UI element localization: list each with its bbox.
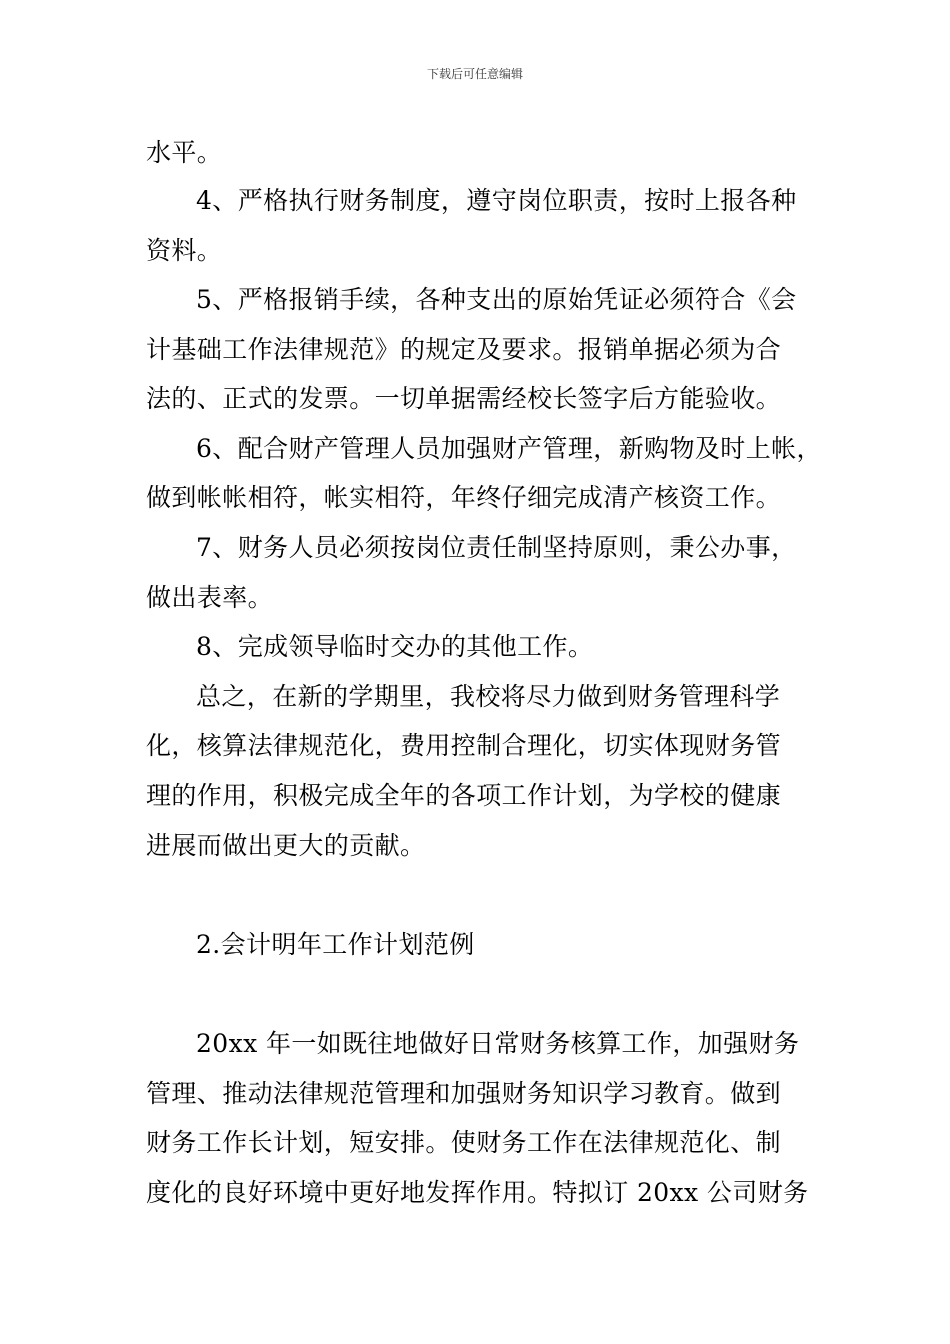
text-line: 资料。 [146, 236, 223, 265]
text-line: 管理、推动法律规范管理和加强财务知识学习教育。做到 [146, 1079, 782, 1108]
text-line: 水平。 [146, 138, 223, 167]
text-line: 财务工作长计划，短安排。使财务工作在法律规范化、制 [146, 1128, 782, 1157]
section-heading: 2.会计明年工作计划范例 [196, 930, 475, 959]
text-line: 做到帐帐相符，帐实相符，年终仔细完成清产核资工作。 [146, 483, 782, 512]
text-line: 7、财务人员必须按岗位责任制坚持原则，秉公办事， [196, 533, 797, 562]
text-line: 6、配合财产管理人员加强财产管理，新购物及时上帐， [196, 434, 822, 463]
text-line: 计基础工作法律规范》的规定及要求。报销单据必须为合 [146, 335, 782, 364]
text-line: 进展而做出更大的贡献。 [146, 831, 426, 860]
text-line: 理的作用，积极完成全年的各项工作计划，为学校的健康 [146, 781, 782, 810]
text-line: 总之，在新的学期里，我校将尽力做到财务管理科学 [196, 682, 781, 711]
text-line: 法的、正式的发票。一切单据需经校长签字后方能验收。 [146, 384, 782, 413]
text-line: 做出表率。 [146, 583, 274, 612]
text-line: 20xx 年一如既往地做好日常财务核算工作，加强财务 [196, 1029, 800, 1058]
text-line: 化，核算法律规范化，费用控制合理化，切实体现财务管 [146, 731, 782, 760]
text-line: 4、严格执行财务制度，遵守岗位职责，按时上报各种 [196, 186, 797, 215]
text-line: 5、严格报销手续，各种支出的原始凭证必须符合《会 [196, 285, 797, 314]
page-header: 下载后可任意编辑 [426, 67, 523, 81]
text-line: 8、完成领导临时交办的其他工作。 [196, 632, 594, 661]
text-line: 度化的良好环境中更好地发挥作用。特拟订 20xx 公司财务 [146, 1178, 809, 1207]
